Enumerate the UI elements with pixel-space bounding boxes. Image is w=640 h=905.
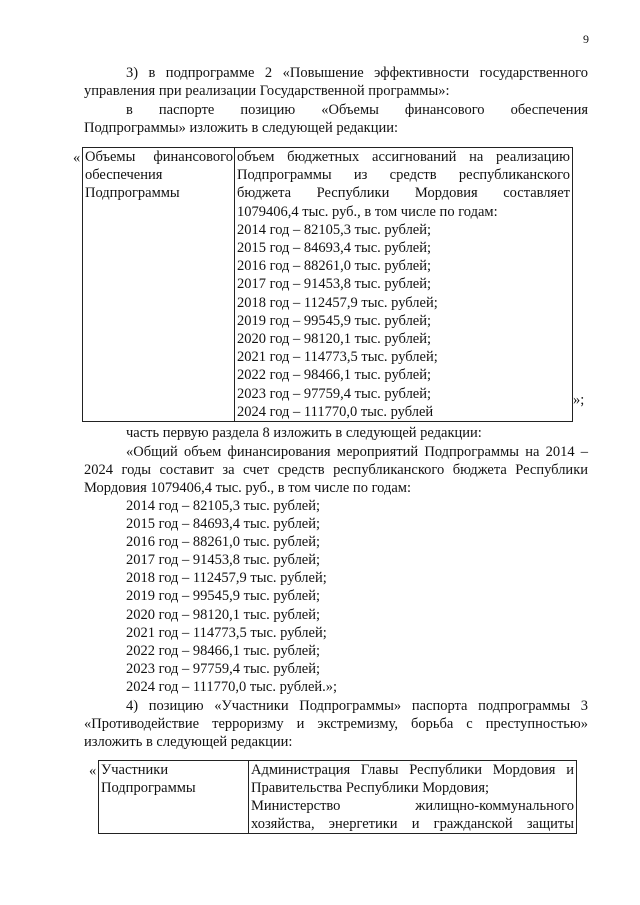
table1-open-quote: «	[73, 150, 81, 166]
list-item: 2024 год – 111770,0 тыс. рублей.»;	[126, 678, 338, 695]
list-item: 2019 год – 99545,9 тыс. рублей;	[126, 588, 321, 605]
para2-line2: Подпрограммы» изложить в следующей редакции:	[84, 120, 399, 136]
table-row	[83, 148, 573, 422]
table1-year-line: 2014 год – 82105,3 тыс. рублей;	[237, 221, 432, 238]
table1-year-line: 2019 год – 99545,9 тыс. рублей;	[237, 312, 432, 329]
table1-year-line: 2022 год – 98466,1 тыс. рублей;	[237, 367, 432, 384]
table2-right-cell	[249, 761, 577, 834]
years-list	[126, 497, 337, 696]
table1-left-line: обеспечения	[85, 167, 163, 183]
table1-year-line: 2016 год – 88261,0 тыс. рублей;	[237, 258, 432, 275]
table-row	[99, 761, 577, 834]
table1-left-line: Объемы финансового	[85, 149, 233, 165]
para4-line1: «Общий объем финансирования мероприятий Подпрограммы на 2014 –	[126, 444, 588, 460]
list-item: 2021 год – 114773,5 тыс. рублей;	[126, 624, 327, 641]
table1-left-line: Подпрограммы	[85, 185, 180, 201]
list-item: 2020 год – 98120,1 тыс. рублей;	[126, 606, 321, 623]
list-item: 2017 год – 91453,8 тыс. рублей;	[126, 552, 321, 569]
para5-line2: «Противодействие терроризму и экстремизму, борьба с преступностью»	[84, 716, 588, 732]
list-item: 2018 год – 112457,9 тыс. рублей;	[126, 570, 327, 587]
participants-table	[98, 760, 577, 834]
table1-close-quote: »;	[573, 392, 585, 408]
para2-line1: в паспорте позицию «Объемы финансового обеспечения	[126, 102, 588, 118]
list-item: 2016 год – 88261,0 тыс. рублей;	[126, 534, 321, 551]
para4-line2: 2024 годы составит за счет средств республиканского бюджета Республики	[84, 462, 588, 478]
table1-year-line: 2018 год – 112457,9 тыс. рублей;	[237, 294, 438, 311]
table2-left-cell	[99, 761, 249, 834]
para4-line3: Мордовия 1079406,4 тыс. руб., в том числе по годам:	[84, 480, 412, 496]
table1-right-line: 1079406,4 тыс. руб., в том числе по годам:	[237, 203, 498, 220]
table2-right-line: Правительства Республики Мордовия;	[251, 780, 490, 796]
list-item: 2015 год – 84693,4 тыс. рублей;	[126, 516, 321, 533]
list-item: 2022 год – 98466,1 тыс. рублей;	[126, 642, 321, 659]
financing-table	[82, 147, 573, 422]
list-item: 2023 год – 97759,4 тыс. рублей;	[126, 660, 321, 677]
table1-year-line: 2015 год – 84693,4 тыс. рублей;	[237, 240, 432, 257]
para5-line1: 4) позицию «Участники Подпрограммы» паспорта подпрограммы 3	[126, 698, 588, 714]
para3: часть первую раздела 8 изложить в следующей редакции:	[126, 425, 482, 441]
table1-right-cell	[235, 148, 573, 422]
table2-left-line: Участники	[101, 762, 169, 778]
table1-right-line: объем бюджетных ассигнований на реализацию	[237, 149, 570, 165]
table1-year-line: 2021 год – 114773,5 тыс. рублей;	[237, 349, 438, 366]
table2-right-line: Министерство жилищно-коммунального	[251, 798, 574, 814]
para1-line1: 3) в подпрограмме 2 «Повышение эффективности государственного	[126, 65, 588, 81]
table2-left-line: Подпрограммы	[101, 780, 196, 796]
table1-year-line: 2024 год – 111770,0 тыс. рублей	[237, 403, 434, 420]
para1-line2: управления при реализации Государственной программы»:	[84, 83, 450, 99]
list-item: 2014 год – 82105,3 тыс. рублей;	[126, 498, 321, 514]
table1-right-line: Подпрограммы из средств республиканского	[237, 167, 570, 184]
table2-open-quote: «	[89, 763, 97, 779]
table1-year-line: 2020 год – 98120,1 тыс. рублей;	[237, 331, 432, 348]
table1-right-line: бюджета Республики Мордовия составляет	[237, 185, 570, 202]
page-number: 9	[583, 32, 589, 46]
table1-year-line: 2017 год – 91453,8 тыс. рублей;	[237, 276, 432, 293]
table1-year-line: 2023 год – 97759,4 тыс. рублей;	[237, 385, 432, 402]
table2-right-line: Администрация Главы Республики Мордовия и	[251, 762, 574, 778]
table1-left-cell	[83, 148, 235, 422]
table2-right-line: хозяйства, энергетики и гражданской защиты	[251, 816, 574, 832]
para5-line3: изложить в следующей редакции:	[84, 734, 293, 750]
